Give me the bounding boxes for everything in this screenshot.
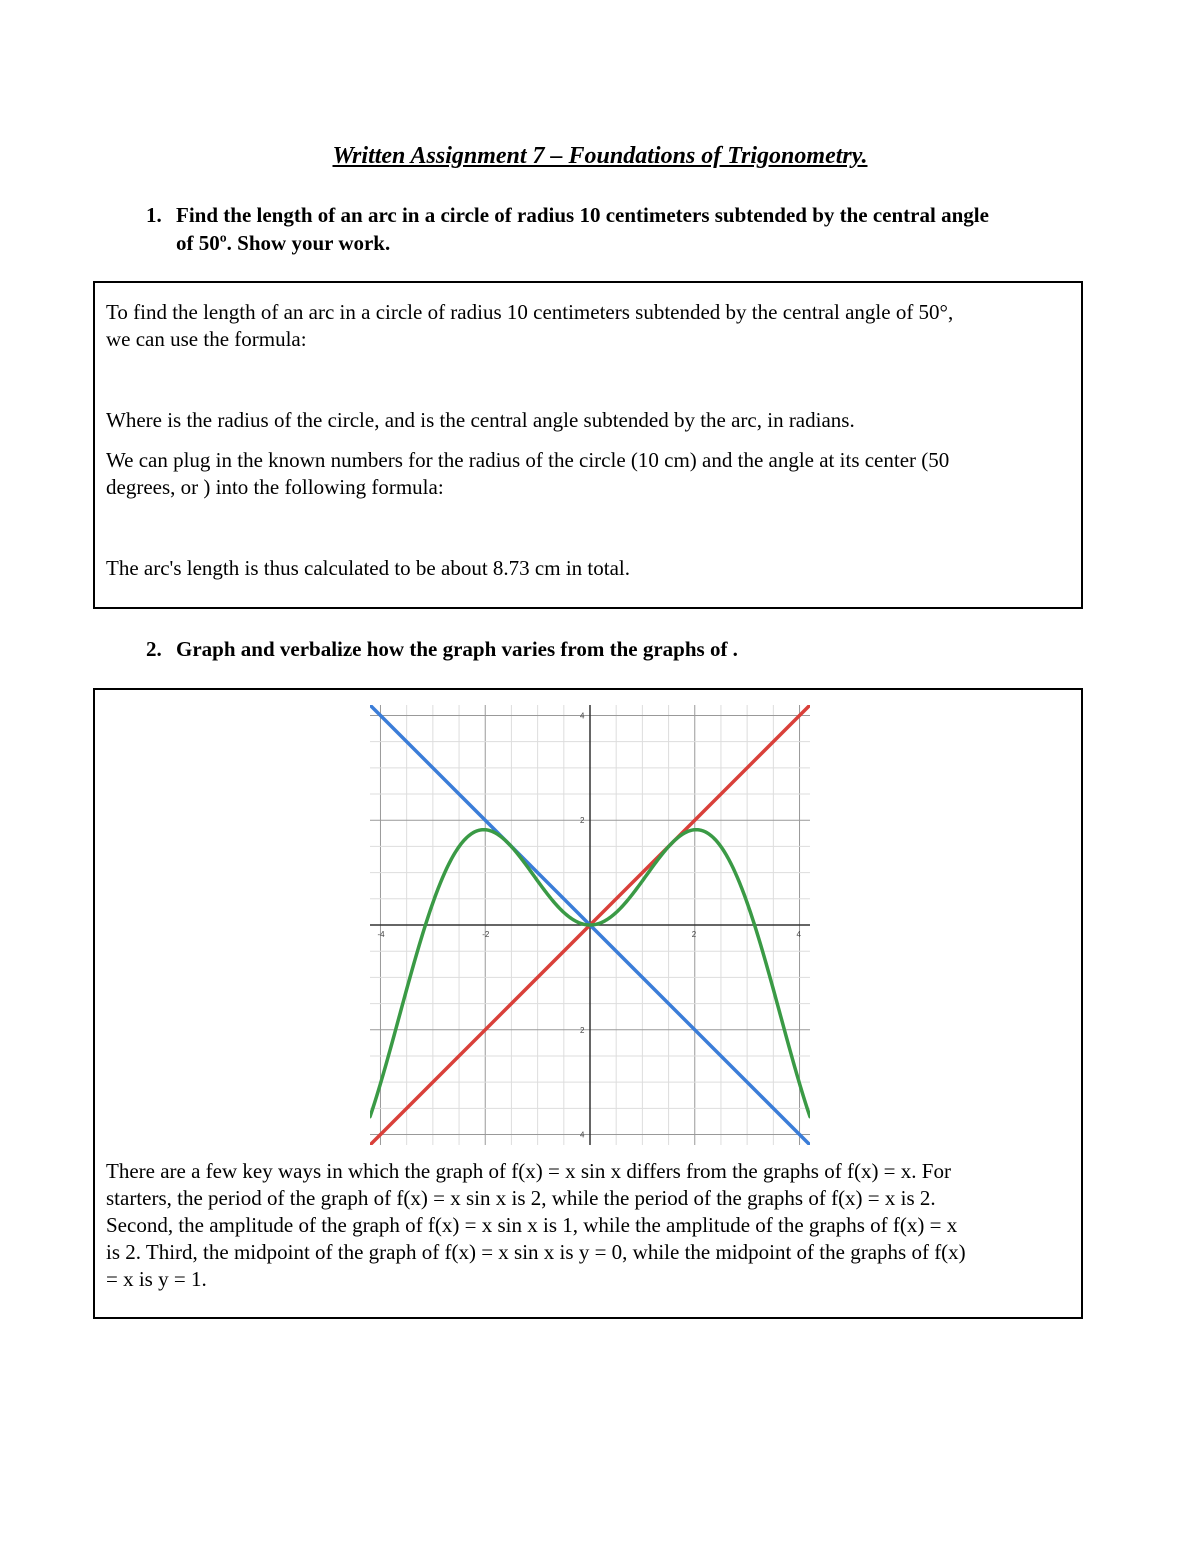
question-2-number: 2. [146,637,162,661]
answer-1-box [93,281,1083,609]
y-tick-label: 4 [580,711,585,721]
y-tick-label: 2 [580,816,585,826]
answer-2-line1: There are a few key ways in which the graph of f(x) = x sin x differs from the graphs of f(x) = x. For [106,1159,951,1183]
x-tick-label: 4 [796,930,801,939]
page-title: Written Assignment 7 – Foundations of Trigonometry. [332,143,868,169]
question-1-line-2: of 50º. Show your work. [176,231,391,255]
answer-2-box [93,688,1083,1319]
answer-2-line3: Second, the amplitude of the graph of f(x) = x sin x is 1, while the amplitude of the graphs of f(x) = x [106,1213,958,1237]
answer-1-p2: Where is the radius of the circle, and is the central angle subtended by the arc, in radians. [106,408,855,432]
question-2-text: Graph and verbalize how the graph varies from the graphs of . [176,637,738,661]
answer-2-line2: starters, the period of the graph of f(x) = x sin x is 2, while the period of the graphs of f(x) = x is 2. [106,1186,936,1210]
answer-1-p1-line1: To find the length of an arc in a circle of radius 10 centimeters subtended by the central angle of 50°, [106,300,954,324]
question-1-number: 1. [146,203,162,227]
x-tick-label: -4 [377,930,385,939]
x-tick-label: 2 [691,930,697,939]
answer-1-p1-line2: we can use the formula: [106,327,307,351]
answer-2-line5: = x is y = 1. [106,1267,207,1291]
y-tick-label: 2 [580,1025,585,1035]
answer-1-p4: The arc's length is thus calculated to be about 8.73 cm in total. [106,556,630,580]
answer-1-p3-line2: degrees, or ) into the following formula: [106,475,444,499]
x-tick-label: -2 [482,930,490,939]
question-1-line-1: Find the length of an arc in a circle of radius 10 centimeters subtended by the central angle [176,203,989,227]
function-graph [370,705,810,1145]
answer-1-p3-line1: We can plug in the known numbers for the radius of the circle (10 cm) and the angle at its center (50 [106,448,950,472]
answer-2-line4: is 2. Third, the midpoint of the graph of f(x) = x sin x is y = 0, while the midpoint of the graphs of f(x) [106,1240,966,1264]
y-tick-label: 4 [580,1130,585,1140]
